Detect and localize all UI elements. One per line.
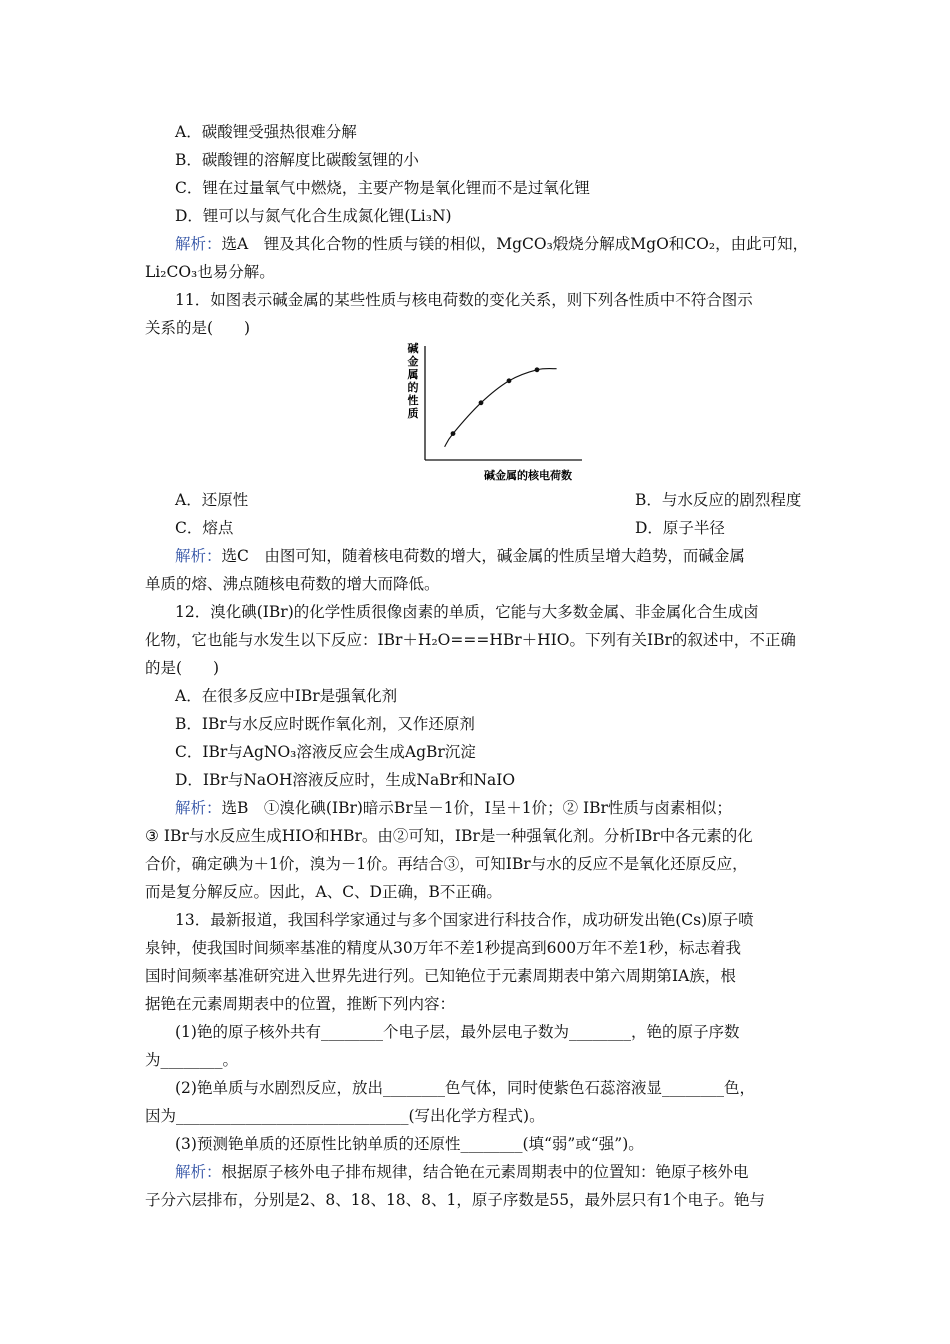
q11-option-b: B．与水反应的剧烈程度 <box>635 491 802 509</box>
q12-analysis-line-1: 解析：选B ①溴化碘(IBr)暗示Br呈－1价，I呈＋1价；② IBr性质与卤素相似； <box>175 799 732 817</box>
q13-analysis-line-1: 解析：根据原子核外电子排布规律，结合铯在元素周期表中的位置知：铯原子核外电 <box>175 1163 749 1181</box>
q10-analysis-line-2: Li₂CO₃也易分解。 <box>145 263 275 281</box>
q11-option-d: D．原子半径 <box>635 519 725 537</box>
data-curve <box>445 369 557 447</box>
q12-analysis-line-3: 合价，确定碘为＋1价，溴为－1价。再结合③，可知IBr与水的反应不是氧化还原反应， <box>145 855 748 873</box>
q11-option-c: C．熔点 <box>175 519 234 537</box>
alkali-metal-chart <box>400 340 600 485</box>
data-point-3 <box>507 378 512 383</box>
data-point-4 <box>535 367 540 372</box>
data-point-2 <box>479 400 484 405</box>
q12-option-a: A．在很多反应中IBr是强氧化剂 <box>175 687 398 705</box>
q12-option-b: B．IBr与水反应时既作氧化剂，又作还原剂 <box>175 715 475 733</box>
q10-option-d: D．锂可以与氮气化合生成氮化锂(Li₃N) <box>175 207 452 225</box>
q12-option-c: C．IBr与AgNO₃溶液反应会生成AgBr沉淀 <box>175 743 476 761</box>
q11-stem-line-1: 11．如图表示碱金属的某些性质与核电荷数的变化关系，则下列各性质中不符合图示 <box>175 291 753 309</box>
q13-stem-line-2: 泉钟，使我国时间频率基准的精度从30万年不差1秒提高到600万年不差1秒，标志着我 <box>145 939 742 957</box>
q13-part1-line-1: (1)铯的原子核外共有________个电子层，最外层电子数为________，铯的原子序数 <box>175 1023 740 1041</box>
q12-analysis-line-2: ③ IBr与水反应生成HIO和HBr。由②可知，IBr是一种强氧化剂。分析IBr中各元素的化 <box>145 827 753 845</box>
q12-stem-line-1: 12．溴化碘(IBr)的化学性质很像卤素的单质，它能与大多数金属、非金属化合生成卤 <box>175 603 759 621</box>
q12-analysis-line-4: 而是复分解反应。因此，A、C、D正确，B不正确。 <box>145 883 502 901</box>
q10-option-c: C．锂在过量氧气中燃烧，主要产物是氧化锂而不是过氧化锂 <box>175 179 590 197</box>
q12-stem-line-3: 的是( ) <box>145 659 220 677</box>
q12-option-d: D．IBr与NaOH溶液反应时，生成NaBr和NaIO <box>175 771 516 789</box>
q10-option-a: A．碳酸锂受强热很难分解 <box>175 123 357 141</box>
q12-stem-line-2: 化物，它也能与水发生以下反应：IBr＋H₂O===HBr＋HIO。下列有关IBr的叙述中，不正确 <box>145 631 796 649</box>
q10-analysis-line-1: 解析：选A 锂及其化合物的性质与镁的相似，MgCO₃煅烧分解成MgO和CO₂，由此可知， <box>175 235 809 253</box>
q11-options-row-2 <box>175 518 950 538</box>
data-point-1 <box>451 431 456 436</box>
analysis-label: 解析： <box>175 1163 222 1181</box>
analysis-label: 解析： <box>175 547 222 565</box>
q11-analysis-line-2: 单质的熔、沸点随核电荷数的增大而降低。 <box>145 575 440 593</box>
q13-part2-line-1: (2)铯单质与水剧烈反应，放出________色气体，同时使紫色石蕊溶液显________色， <box>175 1079 755 1097</box>
q13-part1-line-2: 为________。 <box>145 1051 239 1069</box>
q11-stem-line-2: 关系的是( ) <box>145 319 251 337</box>
q11-options-row-1 <box>175 490 950 510</box>
q11-analysis-line-1: 解析：选C 由图可知，随着核电荷数的增大，碱金属的性质呈增大趋势，而碱金属 <box>175 547 745 565</box>
q13-stem-line-1: 13．最新报道，我国科学家通过与多个国家进行科技合作，成功研发出铯(Cs)原子喷 <box>175 911 754 929</box>
x-axis-label: 碱金属的核电荷数 <box>484 469 572 482</box>
q13-stem-line-3: 国时间频率基准研究进入世界先进行列。已知铯位于元素周期表中第六周期第ⅠA族，根 <box>145 967 736 985</box>
analysis-label: 解析： <box>175 799 222 817</box>
q13-part2-line-2: 因为______________________________(写出化学方程式)。 <box>145 1107 545 1125</box>
q10-option-b: B．碳酸锂的溶解度比碳酸氢锂的小 <box>175 151 419 169</box>
q13-part3: (3)预测铯单质的还原性比钠单质的还原性________(填“弱”或“强”)。 <box>175 1135 644 1153</box>
q11-option-a: A．还原性 <box>175 491 249 509</box>
y-axis-label: 碱金属的性质 <box>407 342 419 420</box>
analysis-label: 解析： <box>175 235 222 253</box>
q13-stem-line-4: 据铯在元素周期表中的位置，推断下列内容： <box>145 995 456 1013</box>
q13-analysis-line-2: 子分六层排布，分别是2、8、18、18、8、1，原子序数是55，最外层只有1个电子。铯与 <box>145 1191 765 1209</box>
